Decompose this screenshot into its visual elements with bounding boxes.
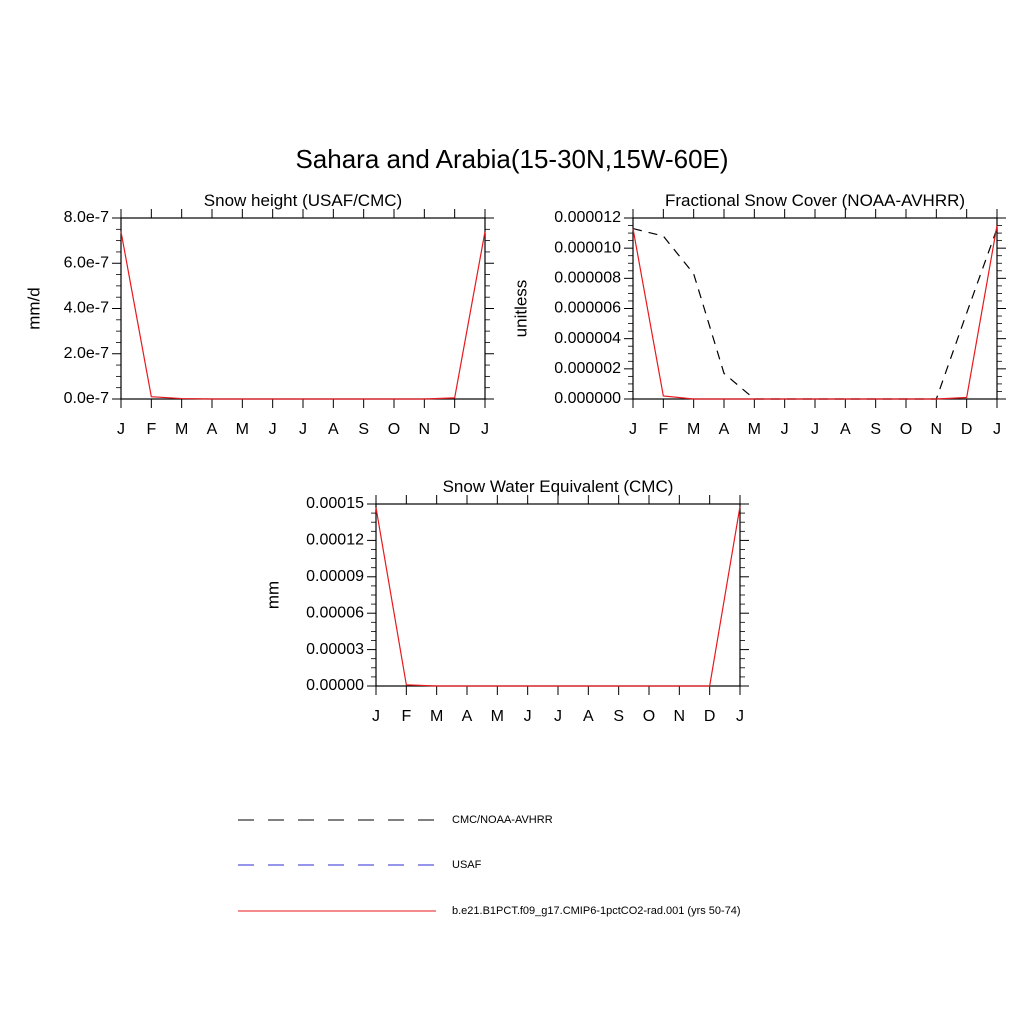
- y-tick-label: 0.000012: [554, 209, 621, 227]
- plot-frame: [121, 218, 485, 399]
- x-tick-label: F: [146, 421, 157, 438]
- series-line: [121, 232, 485, 399]
- x-tick-label: M: [175, 421, 189, 438]
- x-tick-label: J: [554, 708, 562, 725]
- y-tick-label: 0.00015: [306, 495, 364, 513]
- x-tick-label: O: [899, 421, 913, 438]
- legend-label: b.e21.B1PCT.f09_g17.CMIP6-1pctCO2-rad.001 (yrs 50-74): [452, 904, 741, 917]
- x-tick-label: J: [780, 421, 789, 438]
- x-tick-label: J: [993, 421, 1001, 438]
- x-tick-label: F: [658, 421, 669, 438]
- x-tick-label: O: [387, 421, 401, 438]
- panel-title: Snow height (USAF/CMC): [203, 191, 403, 210]
- x-tick-label: M: [430, 708, 444, 725]
- y-tick-label: 4.0e-7: [63, 299, 109, 317]
- x-tick-label: F: [401, 708, 412, 725]
- y-tick-label: 0.00009: [306, 568, 364, 586]
- y-axis-label: mm/d: [24, 287, 44, 330]
- figure-title: Sahara and Arabia(15-30N,15W-60E): [295, 144, 729, 174]
- x-tick-label: A: [461, 708, 473, 725]
- y-tick-label: 0.00006: [306, 604, 364, 622]
- x-tick-label: N: [673, 708, 686, 725]
- y-tick-label: 0.000004: [554, 329, 621, 347]
- series-line: [633, 226, 997, 399]
- plot-frame: [633, 218, 997, 399]
- y-tick-label: 6.0e-7: [63, 254, 109, 272]
- x-tick-label: A: [839, 421, 851, 438]
- x-tick-label: J: [372, 708, 380, 725]
- x-tick-label: J: [523, 708, 532, 725]
- x-tick-label: J: [268, 421, 277, 438]
- y-tick-label: 0.000000: [554, 390, 621, 408]
- x-tick-label: J: [481, 421, 489, 438]
- x-tick-label: A: [718, 421, 730, 438]
- y-axis-label: mm: [263, 580, 283, 610]
- x-tick-label: M: [747, 421, 761, 438]
- x-tick-label: S: [870, 421, 882, 438]
- x-tick-label: J: [117, 421, 125, 438]
- x-tick-label: M: [235, 421, 249, 438]
- x-tick-label: O: [642, 708, 656, 725]
- panel-snow-height: [24, 191, 494, 438]
- panel-title: Fractional Snow Cover (NOAA-AVHRR): [664, 191, 966, 210]
- x-tick-label: N: [418, 421, 431, 438]
- x-tick-label: D: [703, 708, 716, 725]
- series-line: [633, 229, 997, 399]
- x-tick-label: S: [358, 421, 370, 438]
- x-tick-label: J: [299, 421, 307, 438]
- panel-snow-water-equivalent: [263, 477, 749, 725]
- legend-label: USAF: [452, 858, 482, 871]
- plot-frame: [376, 504, 740, 686]
- x-tick-label: S: [613, 708, 625, 725]
- y-tick-label: 0.00012: [306, 531, 364, 549]
- y-tick-label: 0.00000: [306, 677, 364, 695]
- x-tick-label: A: [327, 421, 339, 438]
- x-tick-label: D: [960, 421, 973, 438]
- x-tick-label: J: [736, 708, 744, 725]
- x-tick-label: J: [811, 421, 819, 438]
- panel-fractional-snow-cover: [511, 191, 1006, 438]
- y-axis-label: unitless: [511, 279, 531, 338]
- y-tick-label: 0.000006: [554, 299, 621, 317]
- x-tick-label: A: [582, 708, 594, 725]
- y-tick-label: 2.0e-7: [63, 344, 109, 362]
- series-line: [376, 506, 740, 686]
- y-tick-label: 8.0e-7: [63, 209, 109, 227]
- y-tick-label: 0.000002: [554, 360, 621, 378]
- legend-label: CMC/NOAA-AVHRR: [452, 813, 553, 826]
- x-tick-label: N: [930, 421, 943, 438]
- x-tick-label: M: [490, 708, 504, 725]
- x-tick-label: J: [629, 421, 637, 438]
- x-tick-label: D: [448, 421, 461, 438]
- panel-title: Snow Water Equivalent (CMC): [442, 477, 674, 496]
- y-tick-label: 0.0e-7: [63, 390, 109, 408]
- legend: [238, 814, 741, 917]
- y-tick-label: 0.000010: [554, 239, 621, 257]
- y-tick-label: 0.00003: [306, 640, 364, 658]
- x-tick-label: A: [206, 421, 218, 438]
- x-tick-label: M: [687, 421, 701, 438]
- y-tick-label: 0.000008: [554, 269, 621, 287]
